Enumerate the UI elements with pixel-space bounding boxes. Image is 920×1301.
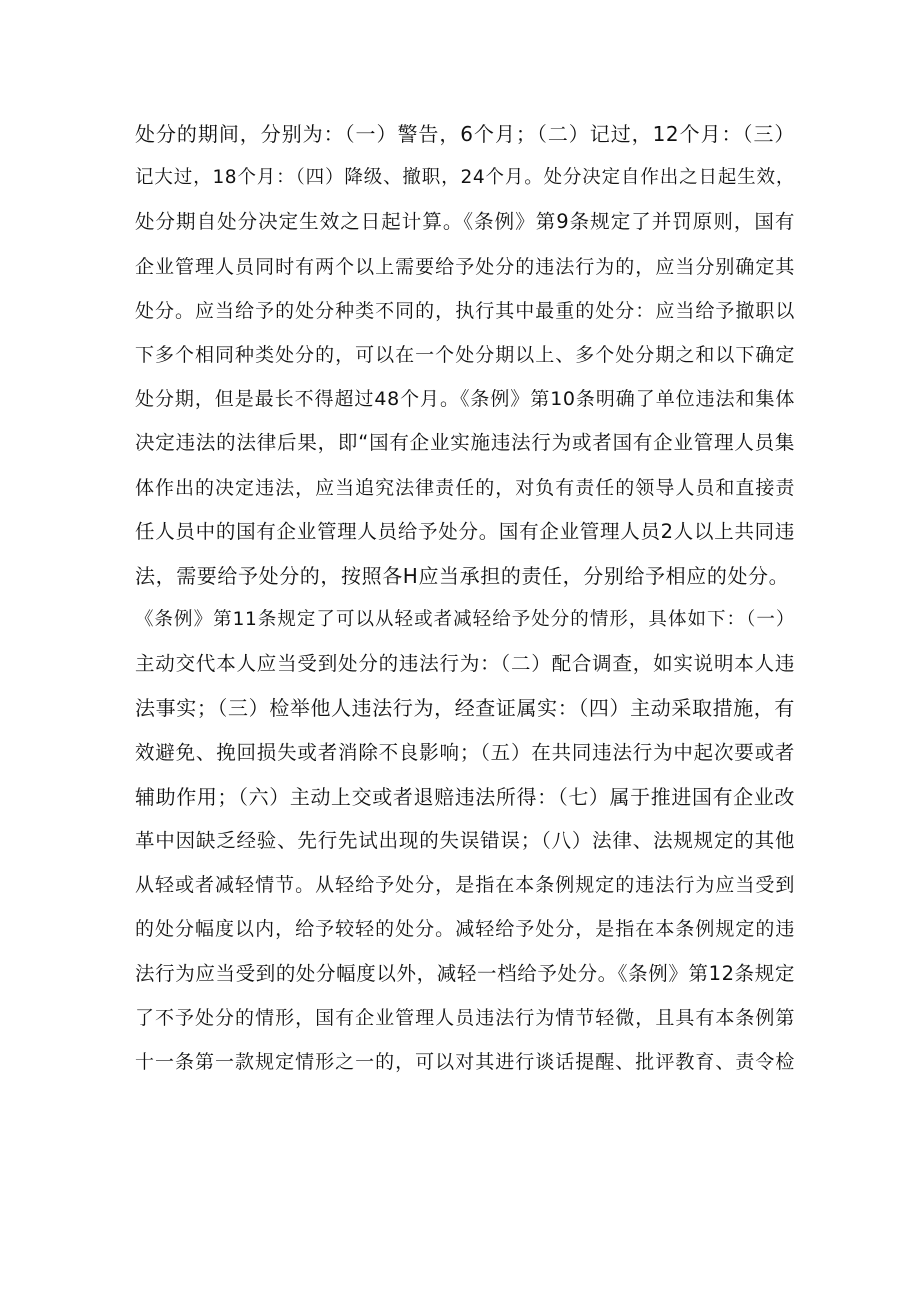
text-line-13: 主动交代本人应当受到处分的违法行为：（二）配合调查，如实说明本人违 <box>135 652 795 676</box>
text-line-8: 决定违法的法律后果，即“国有企业实施违法行为或者国有企业管理人员集 <box>135 431 795 455</box>
text-line-7: 处分期，但是最长不得超过48个月。《条例》第10条明确了单位违法和集体 <box>135 388 795 411</box>
text-line-12: 《条例》第11条规定了可以从轻或者减轻给予处分的情形，具体如下：（一） <box>135 609 795 631</box>
text-line-14: 法事实；（三）检举他人违法行为，经查证属实：（四）主动采取措施，有 <box>135 696 795 721</box>
text-line-15: 效避免、挽回损失或者消除不良影响；（五）在共同违法行为中起次要或者 <box>135 740 795 764</box>
text-line-2: 记大过，18个月：（四）降级、撤职，24个月。处分决定自作出之日起生效， <box>135 167 795 189</box>
text-line-5: 处分。应当给予的处分种类不同的，执行其中最重的处分：应当给予撤职以 <box>135 299 795 322</box>
body-text <box>135 112 795 1084</box>
text-line-22: 十一条第一款规定情形之一的，可以对其进行谈话提醒、批评教育、责令检 <box>135 1050 795 1073</box>
text-line-3: 处分期自处分决定生效之日起计算。《条例》第9条规定了并罚原则，国有 <box>135 210 795 234</box>
text-line-11: 法，需要给予处分的，按照各H应当承担的责任，分别给予相应的处分。 <box>135 563 790 588</box>
text-line-18: 从轻或者减轻情节。从轻给予处分，是指在本条例规定的违法行为应当受到 <box>135 874 795 897</box>
text-line-17: 革中因缺乏经验、先行先试出现的失误错误；（八）法律、法规规定的其他 <box>135 829 795 852</box>
text-line-1: 处分的期间，分别为：（一）警告，6个月；（二）记过，12个月：（三） <box>135 122 795 146</box>
text-line-10: 任人员中的国有企业管理人员给予处分。国有企业管理人员2人以上共同违 <box>135 519 795 543</box>
text-line-4: 企业管理人员同时有两个以上需要给予处分的违法行为的，应当分别确定其 <box>135 255 795 278</box>
text-line-19: 的处分幅度以内，给予较轻的处分。减轻给予处分，是指在本条例规定的违 <box>135 918 795 941</box>
text-line-16: 辅助作用；（六）主动上交或者退赔违法所得：（七）属于推进国有企业改 <box>135 784 795 809</box>
text-line-21: 了不予处分的情形，国有企业管理人员违法行为情节轻微，且具有本条例第 <box>135 1006 795 1029</box>
text-line-9: 体作出的决定违法，应当追究法律责任的，对负有责任的领导人员和直接责 <box>135 476 795 499</box>
text-line-6: 下多个相同种类处分的，可以在一个处分期以上、多个处分期之和以下确定 <box>135 343 795 366</box>
text-line-20: 法行为应当受到的处分幅度以外，减轻一档给予处分。《条例》第12条规定 <box>135 961 795 985</box>
